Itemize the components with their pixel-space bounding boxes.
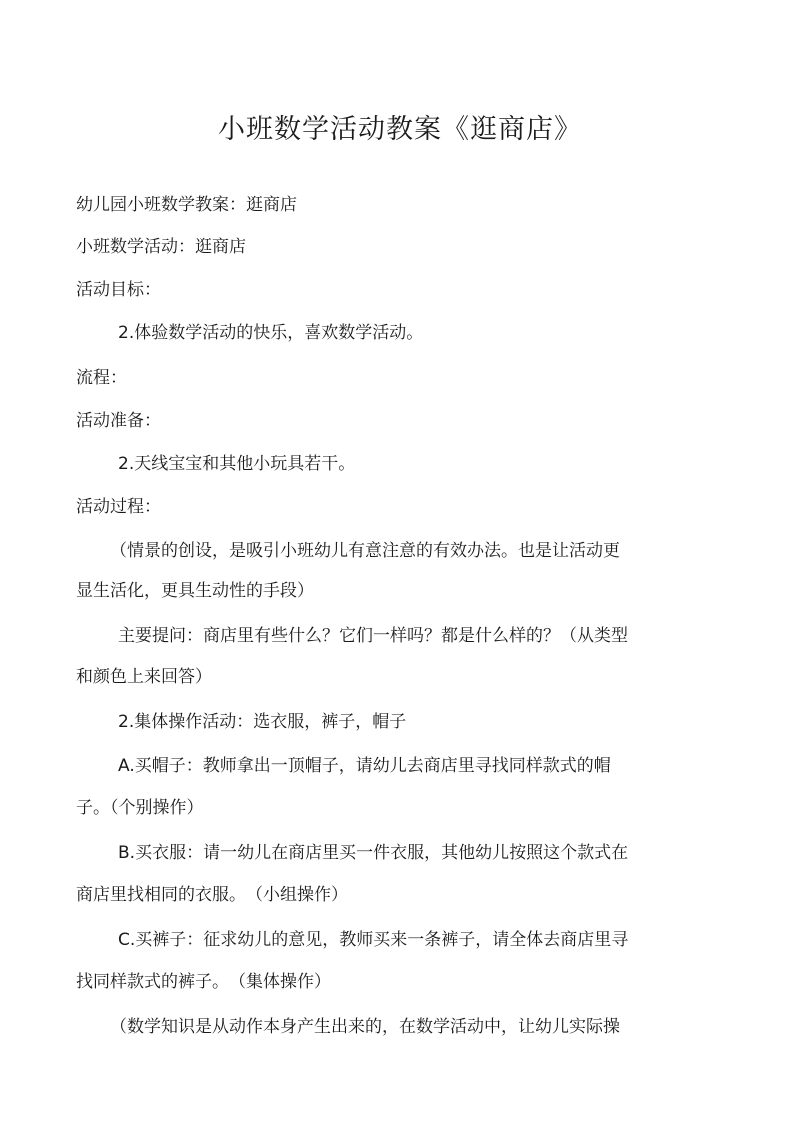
document-title: 小班数学活动教案《逛商店》	[218, 114, 582, 145]
text-line-14: A.买帽子：教师拿出一顶帽子，请幼儿去商店里寻找同样款式的帽	[118, 756, 611, 776]
text-line-10: 显生活化，更具生动性的手段）	[76, 581, 314, 601]
text-line-6: 活动准备：	[76, 411, 161, 431]
text-line-17: 商店里找相同的衣服。 （小组操作）	[76, 885, 348, 905]
text-line-11: 主要提问：商店里有些什么？它们一样吗？都是什么样的？（从类型	[118, 626, 628, 646]
text-line-5: 流程：	[76, 368, 127, 388]
text-line-3: 活动目标：	[76, 280, 161, 300]
text-line-12: 和颜色上来回答）	[76, 667, 212, 687]
text-line-2: 小班数学活动：逛商店	[76, 237, 246, 257]
text-line-15: 子。（个别操作）	[76, 798, 204, 818]
text-line-7: 2.天线宝宝和其他小玩具若干。	[118, 454, 356, 474]
text-line-1: 幼儿园小班数学教案：逛商店	[76, 195, 297, 215]
text-line-16: B.买衣服：请一幼儿在商店里买一件衣服，其他幼儿按照这个款式在	[118, 843, 629, 863]
text-line-19: 找同样款式的裤子。 （集体操作）	[76, 972, 331, 992]
text-line-18: C.买裤子：征求幼儿的意见，教师买来一条裤子，请全体去商店里寻	[118, 930, 629, 950]
text-line-4: 2.体验数学活动的快乐，喜欢数学活动。	[118, 323, 424, 343]
text-line-9: （情景的创设，是吸引小班幼儿有意注意的有效办法。也是让活动更	[110, 541, 620, 561]
text-line-13: 2.集体操作活动：选衣服，裤子，帽子	[118, 712, 407, 732]
text-line-20: （数学知识是从动作本身产生出来的，在数学活动中，让幼儿实际操	[110, 1017, 620, 1037]
text-line-8: 活动过程：	[76, 497, 161, 517]
